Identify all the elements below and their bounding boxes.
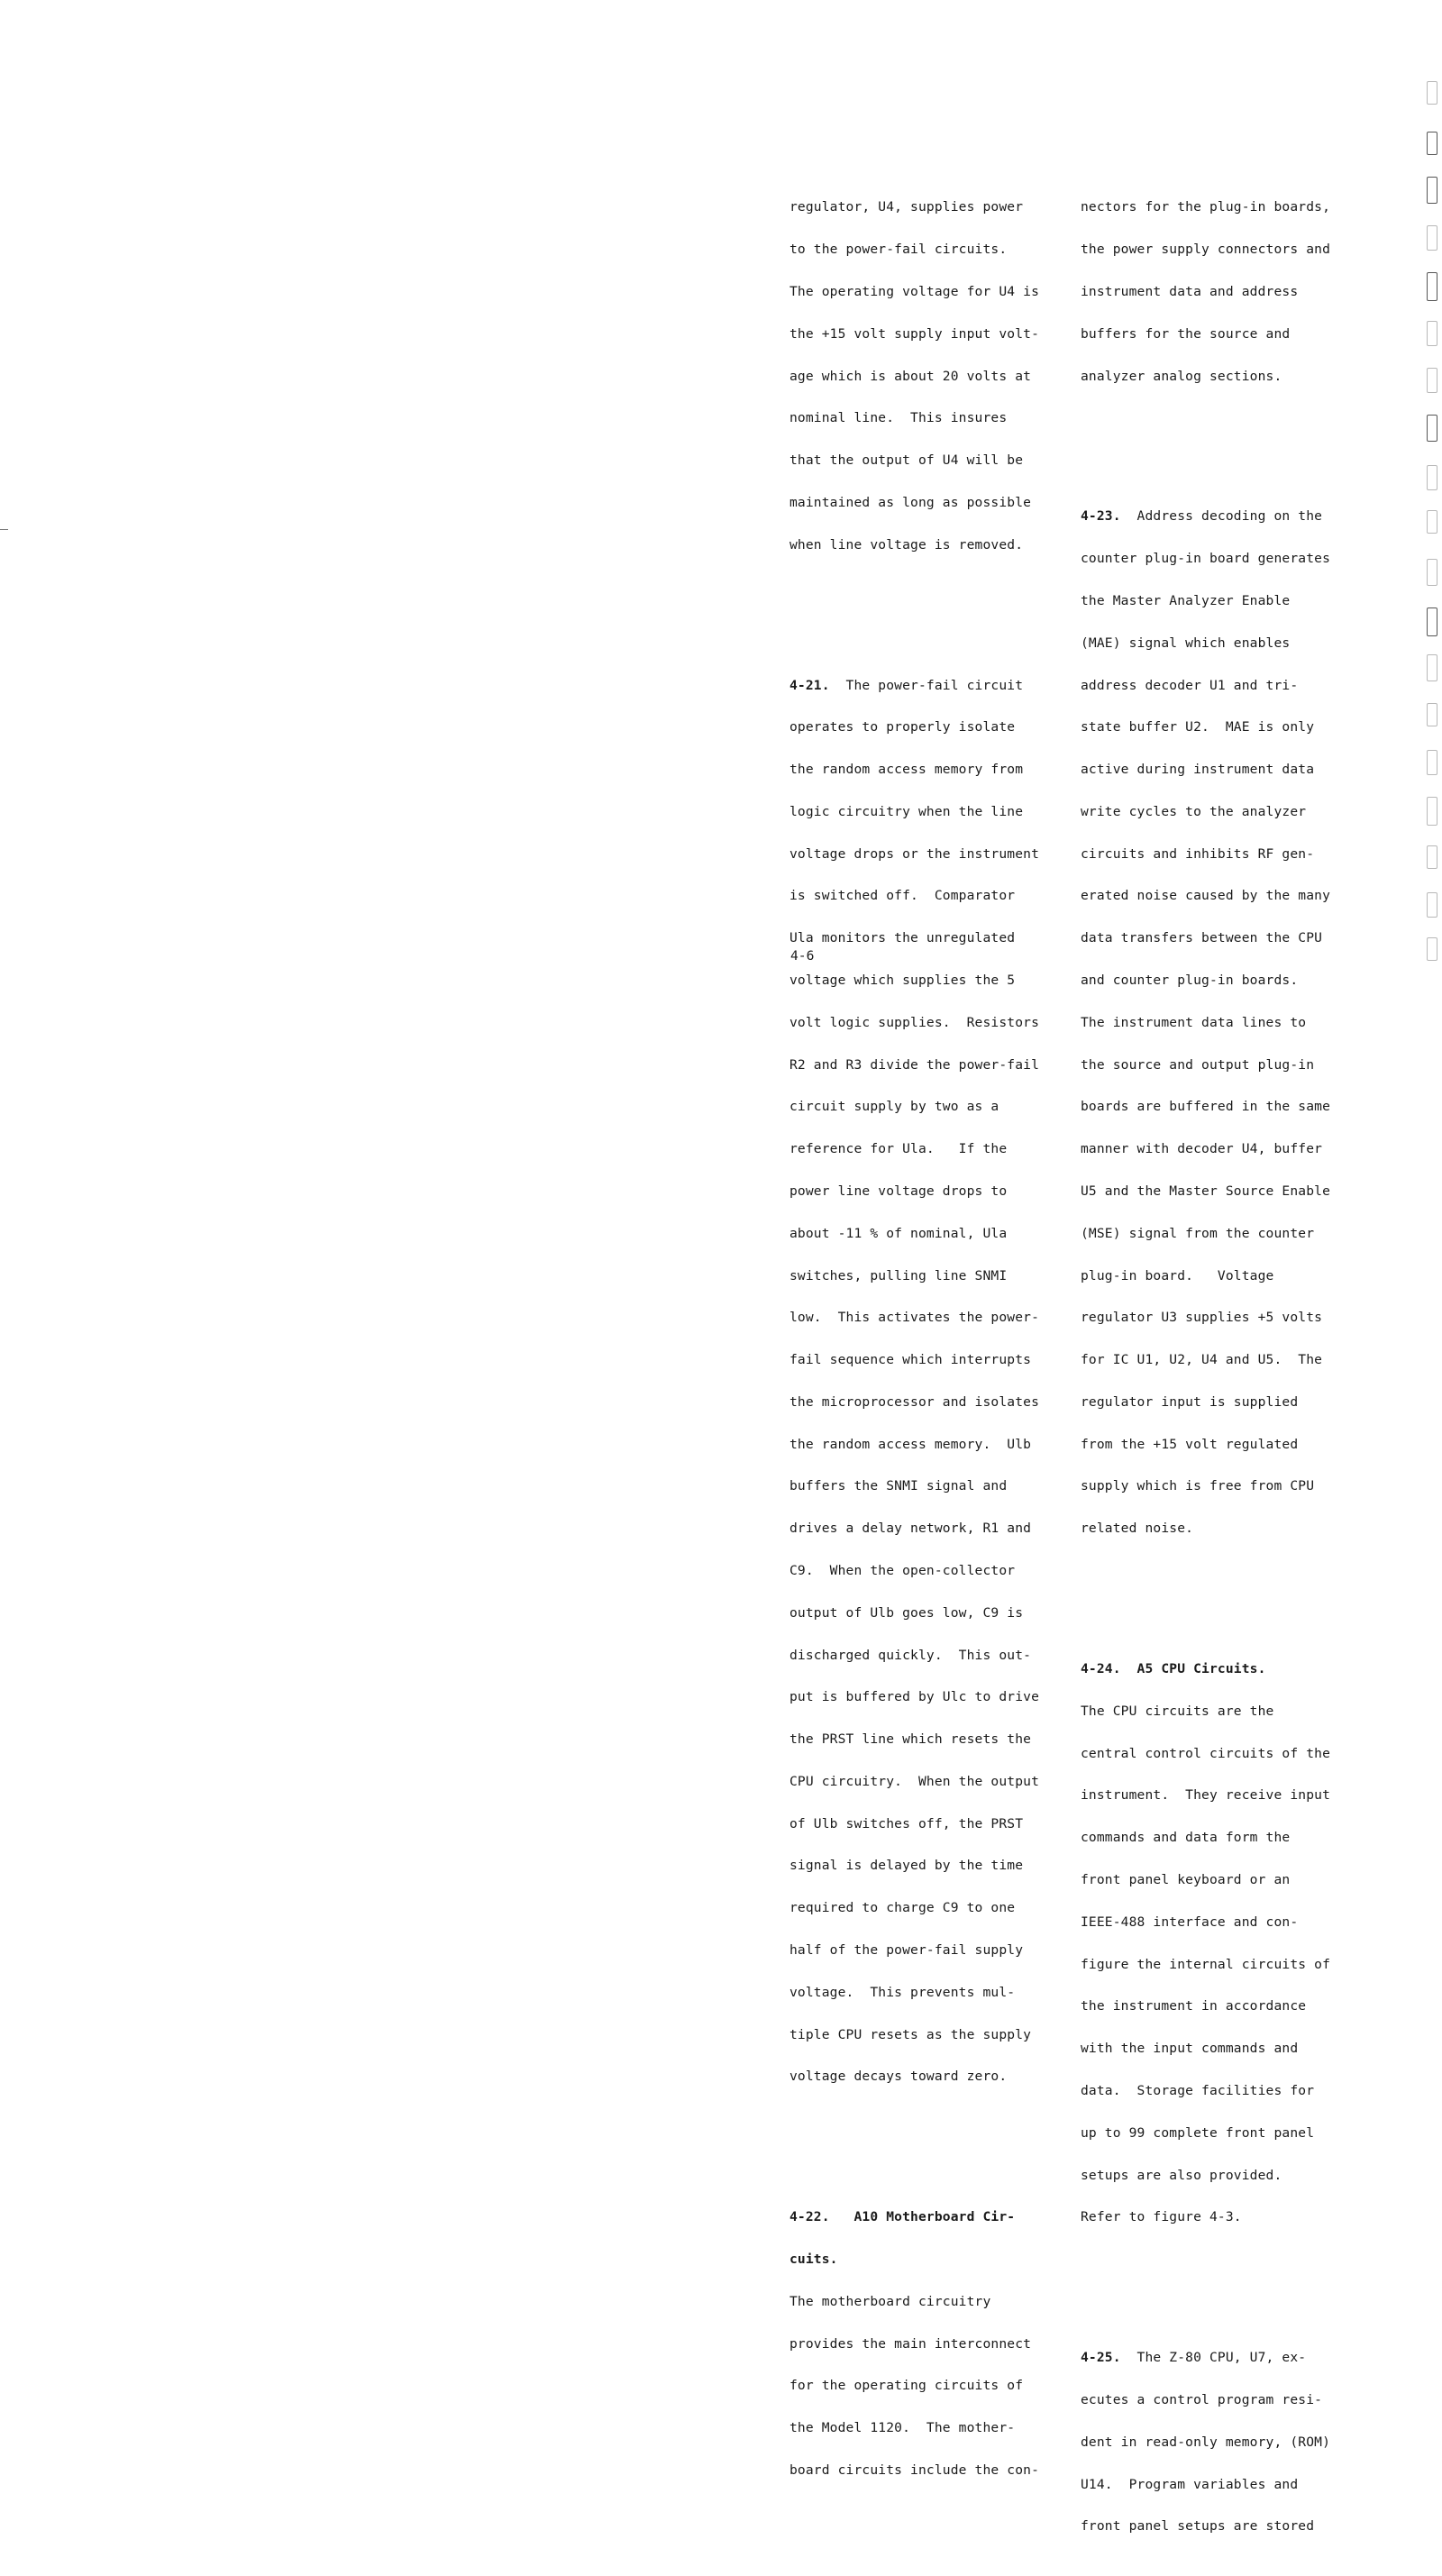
binder-mark [1427, 465, 1437, 490]
text-line: the Model 1120. The mother- [789, 2420, 1016, 2436]
text-line: with the input commands and [1081, 2041, 1299, 2057]
text-line: U5 and the Master Source Enable [1081, 1183, 1331, 1199]
text-line: counter plug-in board generates [1081, 551, 1331, 567]
text-line: low. This activates the power- [789, 1310, 1040, 1326]
text-line: the power supply connectors and [1081, 242, 1331, 258]
text-line: of Ulb switches off, the PRST [789, 1815, 1024, 1832]
paragraph-4-24 [1081, 1634, 1330, 2252]
left-column [789, 144, 1039, 2519]
text-line: analyzer analog sections. [1081, 368, 1282, 384]
text-line: central control circuits of the [1081, 1745, 1331, 1761]
binder-mark [1427, 510, 1437, 534]
text-line: discharged quickly. This out- [789, 1647, 1032, 1663]
text-line: setups are also provided. [1081, 2167, 1282, 2183]
text-line: for the operating circuits of [789, 2378, 1024, 2394]
text-line: U14. Program variables and [1081, 2476, 1299, 2492]
binder-mark [1427, 750, 1437, 775]
section-heading: 4-22. A10 Motherboard Cir- [789, 2209, 1016, 2225]
text-line: C9. When the open-collector [789, 1562, 1016, 1578]
text-line: IEEE-488 interface and con- [1081, 1914, 1299, 1930]
text-line: switches, pulling line SNMI [789, 1267, 1008, 1283]
paragraph-4-22 [789, 2182, 1039, 2506]
text-line: about -11 % of nominal, Ula [789, 1225, 1008, 1241]
text-line: The power-fail circuit [829, 677, 1024, 693]
text-line: board circuits include the con- [789, 2462, 1040, 2478]
section-number-4-21: 4-21. [789, 677, 830, 693]
text-line: the Master Analyzer Enable [1081, 593, 1291, 608]
text-line: The motherboard circuitry [789, 2293, 991, 2309]
text-line: instrument. They receive input [1081, 1787, 1331, 1804]
text-line: the random access memory. Ulb [789, 1436, 1032, 1452]
text-line: Ula monitors the unregulated [789, 930, 1016, 946]
section-number-4-25: 4-25. [1081, 2350, 1121, 2366]
text-line: dent in read-only memory, (ROM) [1081, 2434, 1331, 2450]
paragraph-connectors [1081, 172, 1330, 411]
text-line: circuits and inhibits RF gen- [1081, 845, 1315, 862]
text-line: write cycles to the analyzer [1081, 803, 1307, 819]
text-line: circuit supply by two as a [789, 1099, 999, 1115]
section-number-4-23: 4-23. [1081, 508, 1121, 525]
text-line: supply which is free from CPU [1081, 1478, 1315, 1494]
binder-mark [1427, 177, 1437, 204]
text-line: The instrument data lines to [1081, 1014, 1307, 1030]
text-line: to the power-fail circuits. [789, 242, 1008, 258]
binder-mark [1427, 845, 1437, 869]
text-line: erated noise caused by the many [1081, 888, 1331, 904]
text-line: the PRST line which resets the [789, 1731, 1032, 1748]
text-line: output of Ulb goes low, C9 is [789, 1604, 1024, 1621]
binder-mark [1427, 559, 1437, 586]
paragraph-4-25 [1081, 2323, 1330, 2562]
text-line: voltage drops or the instrument [789, 845, 1040, 862]
text-line: Refer to figure 4-3. [1081, 2209, 1242, 2225]
text-line: related noise. [1081, 1521, 1194, 1537]
text-line: buffers the SNMI signal and [789, 1478, 1008, 1494]
binder-mark [1427, 415, 1437, 442]
text-line: operates to properly isolate [789, 719, 1016, 735]
binder-mark [1427, 132, 1437, 155]
text-line: the +15 volt supply input volt- [789, 325, 1040, 342]
text-line: put is buffered by Ulc to drive [789, 1689, 1040, 1705]
text-line: the instrument in accordance [1081, 1998, 1307, 2014]
text-line: signal is delayed by the time [789, 1858, 1024, 1874]
binder-mark [1427, 892, 1437, 918]
text-line: nominal line. This insures [789, 410, 1008, 426]
text-line: figure the internal circuits of [1081, 1956, 1331, 1972]
text-line: ecutes a control program resi- [1081, 2392, 1323, 2407]
text-line: the random access memory from [789, 762, 1024, 778]
text-line: age which is about 20 volts at [789, 368, 1032, 384]
binder-mark [1427, 607, 1437, 636]
text-line: drives a delay network, R1 and [789, 1521, 1032, 1537]
binder-mark [1427, 797, 1437, 826]
text-line: commands and data form the [1081, 1830, 1291, 1846]
text-line: (MAE) signal which enables [1081, 635, 1291, 651]
text-line: CPU circuitry. When the output [789, 1773, 1040, 1789]
text-line: maintained as long as possible [789, 494, 1032, 510]
text-line: data. Storage facilities for [1081, 2082, 1315, 2098]
text-line: The Z-80 CPU, U7, ex- [1120, 2350, 1307, 2366]
text-line: state buffer U2. MAE is only [1081, 719, 1315, 735]
text-line: (MSE) signal from the counter [1081, 1225, 1315, 1241]
text-line: voltage which supplies the 5 [789, 973, 1016, 989]
text-line: voltage decays toward zero. [789, 2069, 1008, 2085]
text-line: the source and output plug-in [1081, 1056, 1315, 1073]
text-line: front panel setups are stored [1081, 2518, 1315, 2535]
binder-mark [1427, 654, 1437, 681]
text-line: active during instrument data [1081, 762, 1315, 778]
text-line: reference for Ula. If the [789, 1141, 1008, 1157]
text-line: fail sequence which interrupts [789, 1352, 1032, 1368]
text-line: regulator input is supplied [1081, 1393, 1299, 1410]
text-line: The CPU circuits are the [1081, 1703, 1274, 1719]
text-line: regulator U3 supplies +5 volts [1081, 1310, 1323, 1326]
paragraph-4-21 [789, 650, 1039, 2112]
text-line: that the output of U4 will be [789, 452, 1024, 469]
text-line: boards are buffered in the same [1081, 1099, 1331, 1115]
page-number: 4-6 [790, 948, 815, 964]
text-line: address decoder U1 and tri- [1081, 677, 1299, 693]
text-line: The operating voltage for U4 is [789, 283, 1040, 299]
text-line: power line voltage drops to [789, 1183, 1008, 1199]
binder-mark [1427, 81, 1437, 105]
text-line: is switched off. Comparator [789, 888, 1016, 904]
text-line: the microprocessor and isolates [789, 1393, 1040, 1410]
paragraph-4-23 [1081, 481, 1330, 1564]
margin-tick [0, 529, 8, 530]
text-line: front panel keyboard or an [1081, 1872, 1291, 1888]
text-line: when line voltage is removed. [789, 536, 1024, 553]
text-line: and counter plug-in boards. [1081, 973, 1299, 989]
text-line: plug-in board. Voltage [1081, 1267, 1274, 1283]
section-heading: cuits. [789, 2252, 838, 2268]
binder-mark [1427, 368, 1437, 393]
text-line: required to charge C9 to one [789, 1900, 1016, 1916]
text-line: half of the power-fail supply [789, 1942, 1024, 1958]
text-line: manner with decoder U4, buffer [1081, 1141, 1323, 1157]
text-line: for IC U1, U2, U4 and U5. The [1081, 1352, 1323, 1368]
binder-mark [1427, 937, 1437, 961]
binder-mark [1427, 321, 1437, 346]
text-line: logic circuitry when the line [789, 803, 1024, 819]
text-line: nectors for the plug-in boards, [1081, 199, 1331, 215]
text-line: provides the main interconnect [789, 2335, 1032, 2352]
text-line: voltage. This prevents mul- [789, 1984, 1016, 2000]
text-line: up to 99 complete front panel [1081, 2124, 1315, 2141]
text-line: Address decoding on the [1120, 508, 1323, 525]
section-heading: 4-24. A5 CPU Circuits. [1081, 1661, 1266, 1677]
text-line: instrument data and address [1081, 283, 1299, 299]
text-line: from the +15 volt regulated [1081, 1436, 1299, 1452]
text-line: R2 and R3 divide the power-fail [789, 1056, 1040, 1073]
right-column [1081, 144, 1330, 2576]
text-line: tiple CPU resets as the supply [789, 2026, 1032, 2042]
binder-mark [1427, 225, 1437, 251]
paragraph-regulator [789, 172, 1039, 580]
text-line: buffers for the source and [1081, 325, 1291, 342]
binder-mark [1427, 272, 1437, 301]
text-line: data transfers between the CPU [1081, 930, 1323, 946]
text-line: regulator, U4, supplies power [789, 199, 1024, 215]
binder-mark [1427, 703, 1437, 726]
text-line: volt logic supplies. Resistors [789, 1014, 1040, 1030]
